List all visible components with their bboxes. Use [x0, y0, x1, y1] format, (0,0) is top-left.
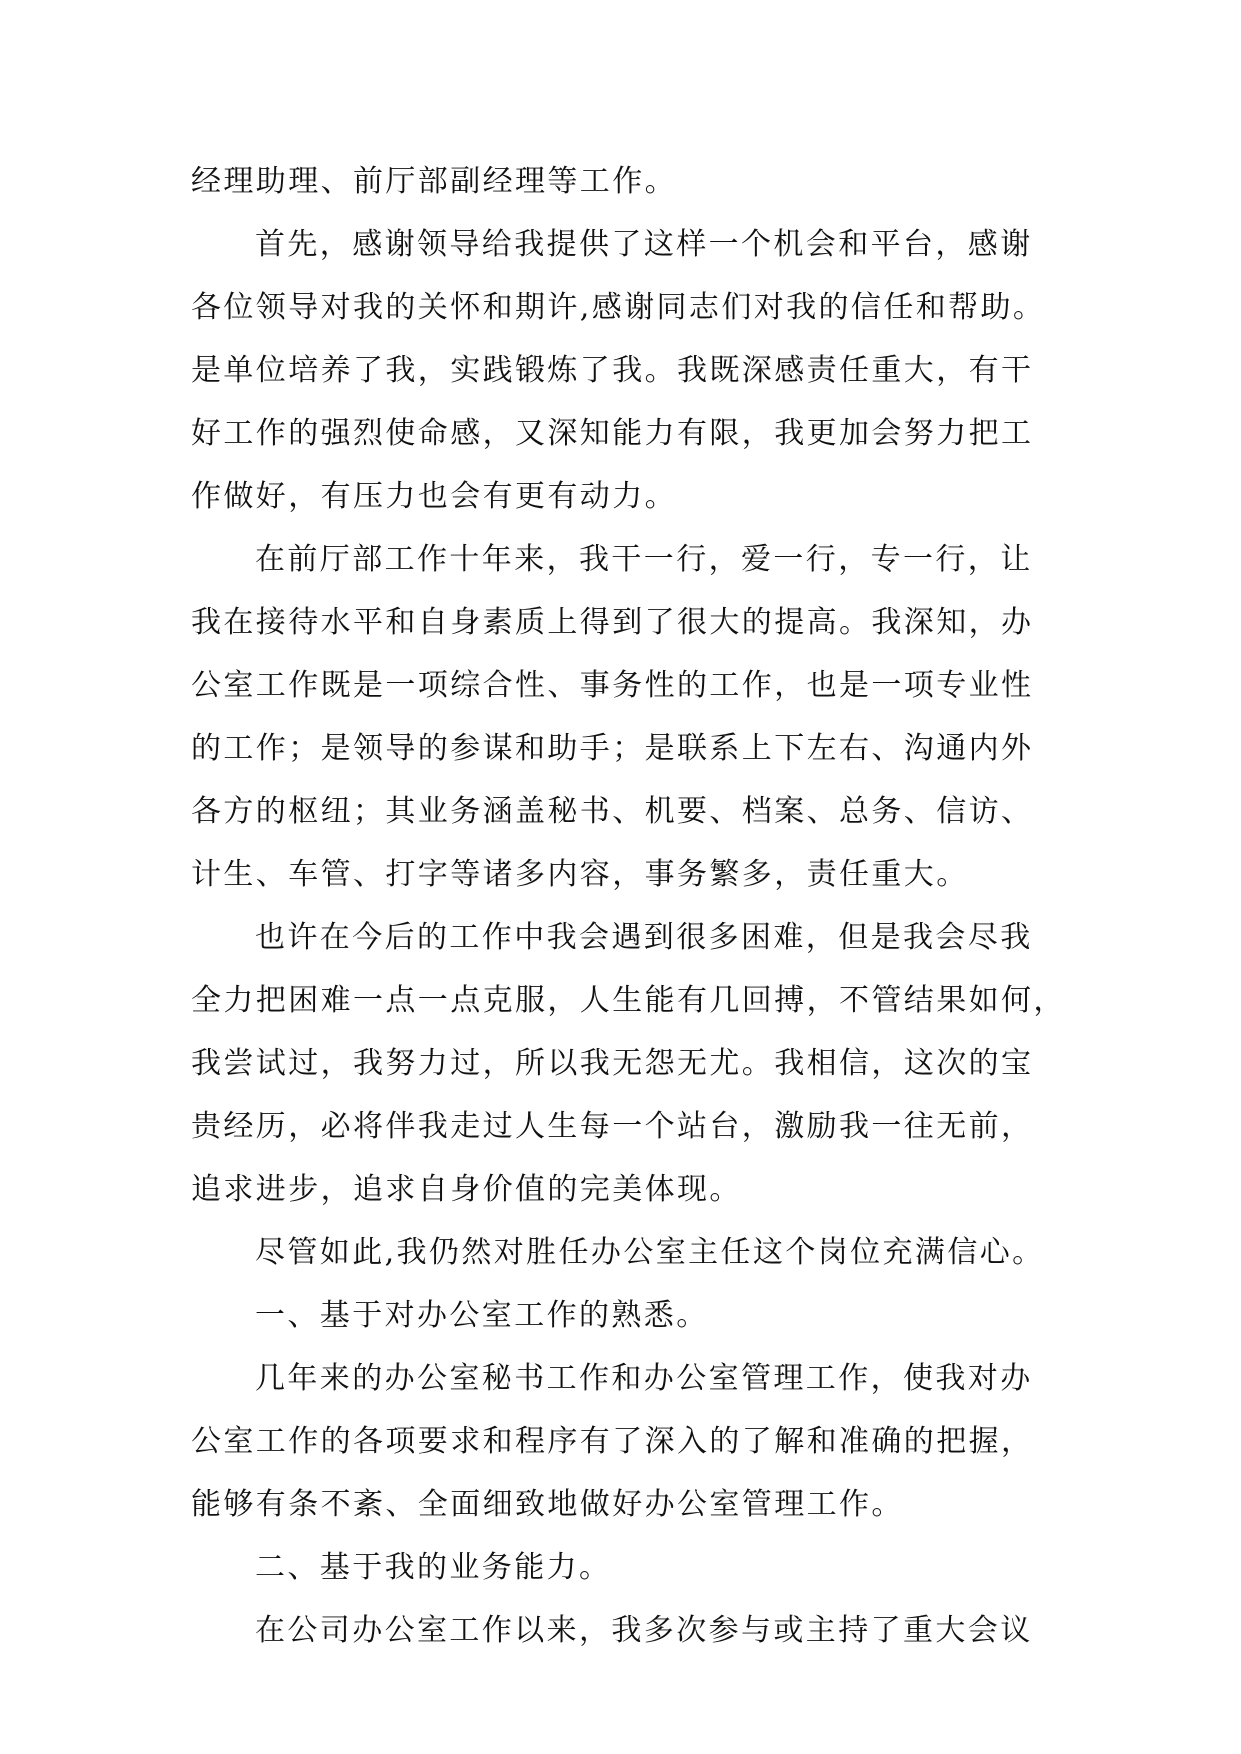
text-line: 各位领导对我的关怀和期许,感谢同志们对我的信任和帮助。: [191, 290, 1046, 325]
text-line: 好工作的强烈使命感，又深知能力有限，我更加会努力把工: [191, 416, 1034, 451]
text-line: 是单位培养了我，实践锻炼了我。我既深感责任重大，有干: [191, 353, 1034, 388]
text-line: 贵经历，必将伴我走过人生每一个站台，激励我一往无前，: [191, 1109, 1034, 1144]
paragraph-first-line: 首先，感谢领导给我提供了这样一个机会和平台，感谢: [255, 227, 1033, 262]
text-line: 的工作；是领导的参谋和助手；是联系上下左右、沟通内外: [191, 731, 1034, 766]
text-line: 我尝试过，我努力过，所以我无怨无尤。我相信，这次的宝: [191, 1046, 1034, 1081]
text-line: 公室工作的各项要求和程序有了深入的了解和准确的把握，: [191, 1424, 1034, 1459]
paragraph-first-line: 也许在今后的工作中我会遇到很多困难，但是我会尽我: [255, 920, 1033, 955]
paragraph-first-line: 在前厅部工作十年来，我干一行，爱一行，专一行，让: [255, 542, 1033, 577]
text-line: 经理助理、前厅部副经理等工作。: [191, 164, 677, 199]
paragraph-first-line: 几年来的办公室秘书工作和办公室管理工作，使我对办: [255, 1361, 1033, 1396]
text-line: 全力把困难一点一点克服，人生能有几回搏，不管结果如何，: [191, 983, 1066, 1018]
text-line: 能够有条不紊、全面细致地做好办公室管理工作。: [191, 1487, 904, 1522]
text-line: 作做好，有压力也会有更有动力。: [191, 479, 677, 514]
text-line: 公室工作既是一项综合性、事务性的工作，也是一项专业性: [191, 668, 1034, 703]
paragraph-first-line: 在公司办公室工作以来，我多次参与或主持了重大会议: [255, 1613, 1033, 1648]
text-line: 计生、车管、打字等诸多内容，事务繁多，责任重大。: [191, 857, 969, 892]
section-heading: 一、基于对办公室工作的熟悉。: [255, 1298, 709, 1333]
section-heading: 二、基于我的业务能力。: [255, 1550, 612, 1585]
text-line: 我在接待水平和自身素质上得到了很大的提高。我深知，办: [191, 605, 1034, 640]
text-line: 各方的枢纽；其业务涵盖秘书、机要、档案、总务、信访、: [191, 794, 1034, 829]
paragraph-first-line: 尽管如此,我仍然对胜任办公室主任这个岗位充满信心。: [255, 1235, 1045, 1270]
text-line: 追求进步，追求自身价值的完美体现。: [191, 1172, 742, 1207]
